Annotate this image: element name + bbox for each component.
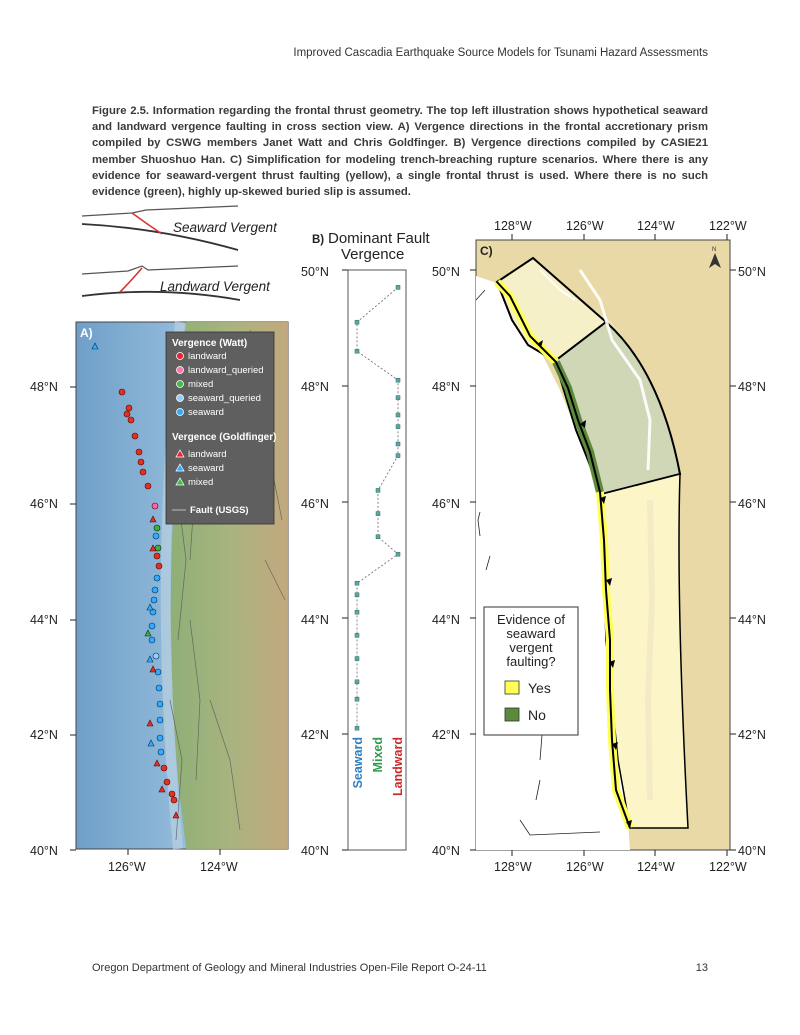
legend-no-swatch xyxy=(505,708,519,721)
legend-watt-mixed-marker xyxy=(177,381,184,388)
c-lat-44-left: 44°N xyxy=(432,613,460,627)
vergence-point xyxy=(355,320,359,324)
a-lat-46: 46°N xyxy=(30,497,58,511)
legend-gold-landward: landward xyxy=(188,449,227,460)
c-lat-48-left: 48°N xyxy=(432,380,460,394)
panel-b-tag: B) xyxy=(312,234,325,246)
legend-title-line-2: seaward xyxy=(506,626,556,641)
vergence-point xyxy=(396,454,400,458)
vergence-point xyxy=(396,413,400,417)
vergence-point xyxy=(376,512,380,516)
legend-title-line-3: vergent xyxy=(509,640,553,655)
c-lon-122-top: 122°W xyxy=(709,219,747,233)
caption-text: The top left illustration shows hypothetical seaward and landward vergence faulting in cross section view. A) Vergence directions in the frontal accretionary prism compiled by CSWG members Janet Watt and Chris Goldfinger. B) Vergence directions compiled by CASIE21 member Shuoshuo Han. C) Simplification for modeling trench-breaching rupture scenarios. Where there is any evidence for seaward-vergent thrust faulting (yellow), a single frontal thrust is used. Where there is no such evidence (green), highly up-skewed buried slip is assumed. xyxy=(92,105,708,199)
vergence-point xyxy=(355,680,359,684)
panel-c-legend xyxy=(484,607,578,735)
vergence-point xyxy=(355,593,359,597)
b-lat-44: 44°N xyxy=(301,613,329,627)
c-lat-44-right: 44°N xyxy=(738,613,766,627)
legend-gold-mixed: mixed xyxy=(188,477,214,488)
panel-c-map xyxy=(432,219,766,874)
c-lat-40-left: 40°N xyxy=(432,844,460,858)
caption-lead: Figure 2.5. Information regarding the frontal thrust geometry. xyxy=(92,105,423,117)
vergence-point xyxy=(396,396,400,400)
panel-b-chart xyxy=(301,230,431,858)
vergence-point xyxy=(355,657,359,661)
legend-no: No xyxy=(528,707,546,723)
c-lon-122-bottom: 122°W xyxy=(709,860,747,874)
legend-watt-landward: landward xyxy=(188,351,227,362)
b-lat-50: 50°N xyxy=(301,265,329,279)
vergence-point xyxy=(355,726,359,730)
legend-gold-seaward: seaward xyxy=(188,463,224,474)
landward-vergent-label: Landward Vergent xyxy=(160,279,270,294)
vergence-point xyxy=(396,442,400,446)
legend-title-line-4: faulting? xyxy=(506,654,556,669)
b-cat-mixed: Mixed xyxy=(371,737,385,773)
a-lat-40: 40°N xyxy=(30,844,58,858)
panel-b-title-2: Vergence xyxy=(341,246,405,263)
legend-watt-landward-marker xyxy=(177,353,184,360)
c-lat-48-right: 48°N xyxy=(738,380,766,394)
c-lat-42-right: 42°N xyxy=(738,728,766,742)
c-lat-50-left: 50°N xyxy=(432,265,460,279)
legend-watt-mixed: mixed xyxy=(188,379,214,390)
c-lon-128-bottom: 128°W xyxy=(494,860,532,874)
panel-c-tag: C) xyxy=(480,244,493,258)
legend-yes: Yes xyxy=(528,680,551,696)
vergence-point xyxy=(376,488,380,492)
page-number: 13 xyxy=(695,962,708,974)
panel-b-title-1: Dominant Fault xyxy=(328,230,430,247)
legend-watt-seaward-queried: seaward_queried xyxy=(188,393,261,404)
panel-a-legend xyxy=(166,332,276,524)
c-lon-128-top: 128°W xyxy=(494,219,532,233)
legend-watt-seaward: seaward xyxy=(188,407,224,418)
legend-watt-seaward-queried-marker xyxy=(177,395,184,402)
vergence-schematic xyxy=(82,206,278,300)
b-cat-seaward: Seaward xyxy=(351,737,365,789)
c-lon-126-bottom: 126°W xyxy=(566,860,604,874)
vergence-point xyxy=(396,425,400,429)
north-label: N xyxy=(712,247,717,253)
seaward-vergent-label: Seaward Vergent xyxy=(173,220,277,235)
b-lat-48: 48°N xyxy=(301,380,329,394)
legend-watt-seaward-marker xyxy=(177,409,184,416)
b-lat-40: 40°N xyxy=(301,844,329,858)
legend-goldfinger-title: Vergence (Goldfinger) xyxy=(172,432,277,443)
vergence-point xyxy=(355,633,359,637)
c-lat-50-right: 50°N xyxy=(738,265,766,279)
legend-watt-title: Vergence (Watt) xyxy=(172,338,248,349)
a-lat-48: 48°N xyxy=(30,380,58,394)
a-lon-126: 126°W xyxy=(108,860,146,874)
vergence-point xyxy=(355,697,359,701)
vergence-point xyxy=(396,285,400,289)
running-header: Improved Cascadia Earthquake Source Models for Tsunami Hazard Assessments xyxy=(293,47,708,59)
a-lat-42: 42°N xyxy=(30,728,58,742)
c-lat-46-right: 46°N xyxy=(738,497,766,511)
c-lon-124-top: 124°W xyxy=(637,219,675,233)
vergence-point xyxy=(396,552,400,556)
legend-title-line-1: Evidence of xyxy=(497,612,565,627)
b-cat-landward: Landward xyxy=(391,737,405,797)
legend-watt-landward-queried-marker xyxy=(177,367,184,374)
a-lat-44: 44°N xyxy=(30,613,58,627)
vergence-point xyxy=(355,581,359,585)
footer-report: Oregon Department of Geology and Mineral Industries Open-File Report O-24-11 xyxy=(92,962,487,974)
legend-yes-swatch xyxy=(505,681,519,694)
a-lon-124: 124°W xyxy=(200,860,238,874)
c-lat-42-left: 42°N xyxy=(432,728,460,742)
c-lon-126-top: 126°W xyxy=(566,219,604,233)
c-lat-46-left: 46°N xyxy=(432,497,460,511)
legend-fault-usgs: Fault (USGS) xyxy=(190,505,249,516)
vergence-point xyxy=(376,535,380,539)
b-lat-42: 42°N xyxy=(301,728,329,742)
vergence-point xyxy=(355,349,359,353)
legend-watt-landward-queried: landward_queried xyxy=(188,365,264,376)
panel-a-tag: A) xyxy=(80,326,93,340)
b-lat-46: 46°N xyxy=(301,497,329,511)
vergence-point xyxy=(355,610,359,614)
vergence-point xyxy=(396,378,400,382)
c-lon-124-bottom: 124°W xyxy=(637,860,675,874)
c-lat-40-right: 40°N xyxy=(738,844,766,858)
